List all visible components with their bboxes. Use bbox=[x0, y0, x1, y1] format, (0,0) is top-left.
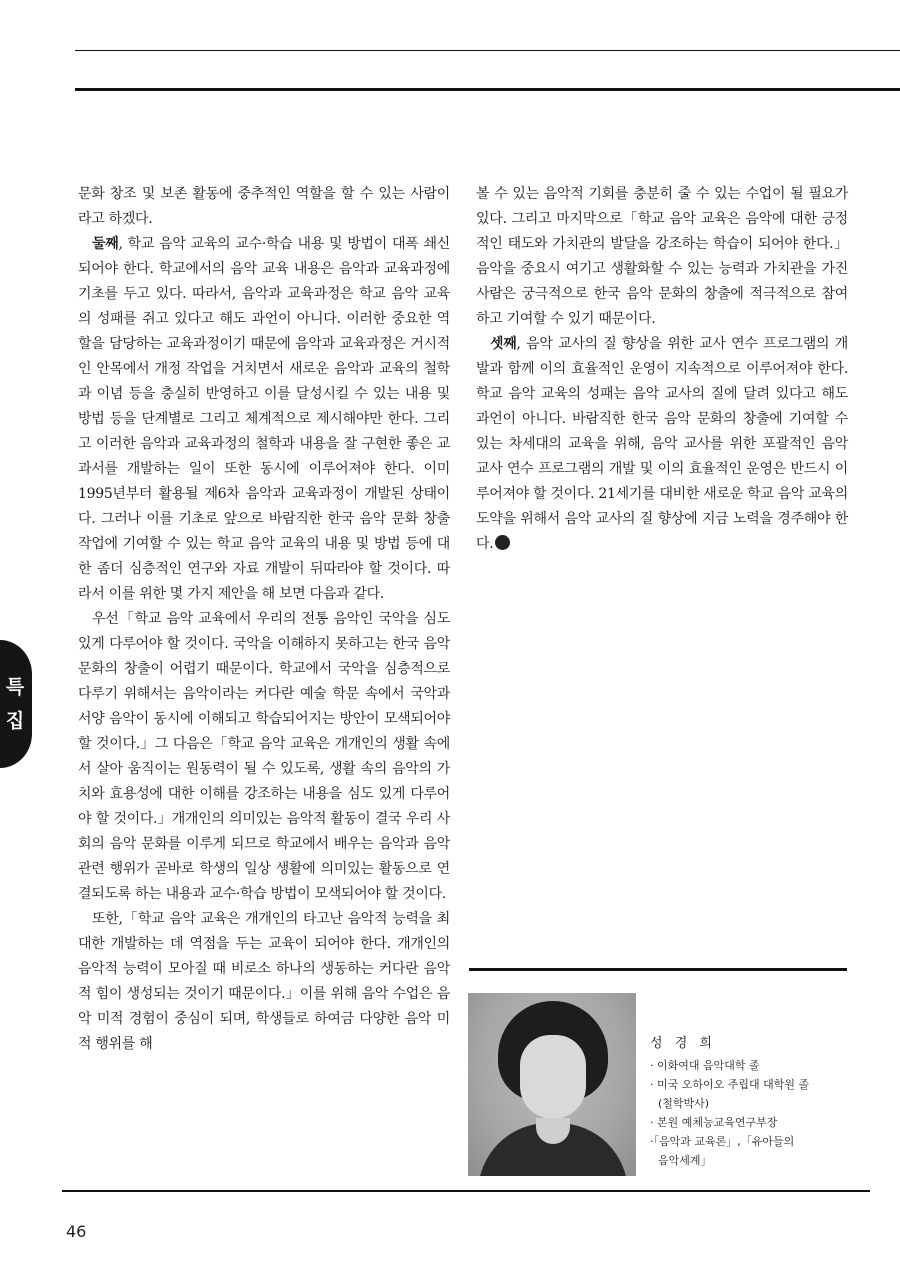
side-tab-label: 특집 bbox=[5, 676, 25, 732]
bio-item: · 미국 오하이오 주립대 대학원 졸 bbox=[650, 1078, 810, 1091]
left-paragraph-1: 문화 창조 및 보존 활동에 중추적인 역할을 할 수 있는 사람이라고 하겠다. bbox=[78, 186, 450, 227]
author-bio bbox=[650, 1034, 860, 1170]
right-paragraph-1: 볼 수 있는 음악적 기회를 충분히 줄 수 있는 수업이 될 필요가 있다. 그리고 마지막으로「학교 음악 교육은 음악에 대한 긍정적인 태도와 가치관의 발달을 강조하는 학습이 되어야 한다.」음악을 중요시 여기고 생활화할 수 있는 능력과 가치관을 가진 사람은 궁극적으로 한국 음악 문화의 창출에 적극적으로 참여하고 기여할 수 있기 때문이다. bbox=[476, 186, 848, 327]
author-name: 성 경 희 bbox=[650, 1036, 716, 1051]
bio-item: 음악세계」 bbox=[658, 1154, 712, 1167]
section-lead-third: 셋째 bbox=[490, 336, 517, 352]
left-column bbox=[78, 182, 450, 1057]
bio-item: · 이화여대 음악대학 졸 bbox=[650, 1059, 760, 1072]
bio-item: (철학박사) bbox=[658, 1097, 710, 1110]
bio-item: · 본원 예체능교육연구부장 bbox=[650, 1116, 778, 1129]
left-paragraph-2 bbox=[78, 232, 450, 607]
bio-divider bbox=[469, 968, 847, 971]
header-rule-thick bbox=[75, 88, 900, 91]
photo-face bbox=[520, 1035, 586, 1119]
left-paragraph-2-text: , 학교 음악 교육의 교수·학습 내용 및 방법이 대폭 쇄신되어야 한다. 학교에서의 음악 교육 내용은 음악과 교육과정에 기초를 두고 있다. 따라서, 음악과 교육과정은 학교 음악 교육의 성패를 쥐고 있다고 해도 과언이 아니다. 이러한 중요한 역할을 담당하는 교육과정이기 때문에 음악과 교육과정은 거시적인 안목에서 개정 작업을 거치면서 새로운 음악과 교육의 철학과 이념 등을 충실히 반영하고 이를 달성시킬 수 있는 내용 및 방법 등을 단계별로 그리고 체계적으로 제시해야만 한다. 그리고 이러한 음악과 교육과정의 철학과 내용을 잘 구현한 좋은 교과서를 개발하는 일이 또한 동시에 이루어져야 한다. 이미 1995년부터 활용될 제6차 음악과 교육과정이 개발된 상태이다. 그러나 이를 기초로 앞으로 바람직한 한국 음악 문화 창출작업에 기여할 수 있는 학교 음악 교육의 내용 및 방법 등에 대한 좀더 심층적인 연구와 자료 개발이 뒤따라야 할 것이다. 따라서 이를 위한 몇 가지 제안을 해 보면 다음과 같다. bbox=[78, 236, 450, 602]
left-paragraph-4: 또한,「학교 음악 교육은 개개인의 타고난 음악적 능력을 최대한 개발하는 데 역점을 두는 교육이 되어야 한다. 개개인의 음악적 능력이 모아질 때 비로소 하나의 생동하는 커다란 음악적 힘이 생성되는 것이기 때문이다.」이를 위해 음악 수업은 음악 미적 경험이 중심이 되며, 학생들로 하여금 다양한 음악 미적 행위를 해 bbox=[78, 911, 450, 1052]
right-paragraph-2-text: , 음악 교사의 질 향상을 위한 교사 연수 프로그램의 개발과 함께 이의 효율적인 운영이 지속적으로 이루어져야 한다. 학교 음악 교육의 성패는 음악 교사의 질에 달려 있다고 해도 과언이 아니다. 바람직한 한국 음악 문화의 창출에 기여할 수 있는 차세대의 교육을 위해, 음악 교사를 위한 포괄적인 음악 교사 연수 프로그램의 개발 및 이의 효율적인 운영은 반드시 이루어져야 할 것이다. 21세기를 대비한 새로운 학교 음악 교육의 도약을 위해서 음악 교사의 질 향상에 지금 노력을 경주해야 한다. bbox=[476, 336, 848, 552]
bio-item: ·「음악과 교육론」,「유아들의 bbox=[650, 1135, 795, 1148]
page-number: 46 bbox=[66, 1222, 87, 1241]
section-lead-second: 둘째 bbox=[92, 236, 119, 252]
left-paragraph-3: 우선「학교 음악 교육에서 우리의 전통 음악인 국악을 심도 있게 다루어야 할 것이다. 국악을 이해하지 못하고는 한국 음악 문화의 창출이 어렵기 때문이다. 학교에서 국악을 심층적으로 다루기 위해서는 음악이라는 커다란 예술 학문 속에서 국악과 서양 음악이 동시에 이해되고 학습되어지는 방안이 모색되어야 할 것이다.」그 다음은「학교 음악 교육은 개개인의 생활 속에서 살아 움직이는 원동력이 될 수 있도록, 생활 속의 음악의 가치와 효용성에 대한 이해를 강조하는 내용을 심도 있게 다루어야 할 것이다.」개개인의 의미있는 음악적 활동이 결국 우리 사회의 음악 문화를 이루게 되므로 학교에서 배우는 음악과 음악 관련 행위가 곧바로 학생의 일상 생활에 의미있는 활동으로 연결되도록 하는 내용과 교수·학습 방법이 모색되어야 할 것이다. bbox=[78, 611, 450, 902]
right-paragraph-2 bbox=[476, 332, 848, 557]
end-mark-icon bbox=[495, 535, 510, 550]
bio-list bbox=[650, 1056, 860, 1170]
header-rule-thin bbox=[75, 50, 900, 51]
right-column bbox=[476, 182, 848, 557]
footer-rule bbox=[62, 1190, 870, 1192]
section-side-tab bbox=[0, 640, 32, 768]
author-photo bbox=[468, 993, 636, 1176]
